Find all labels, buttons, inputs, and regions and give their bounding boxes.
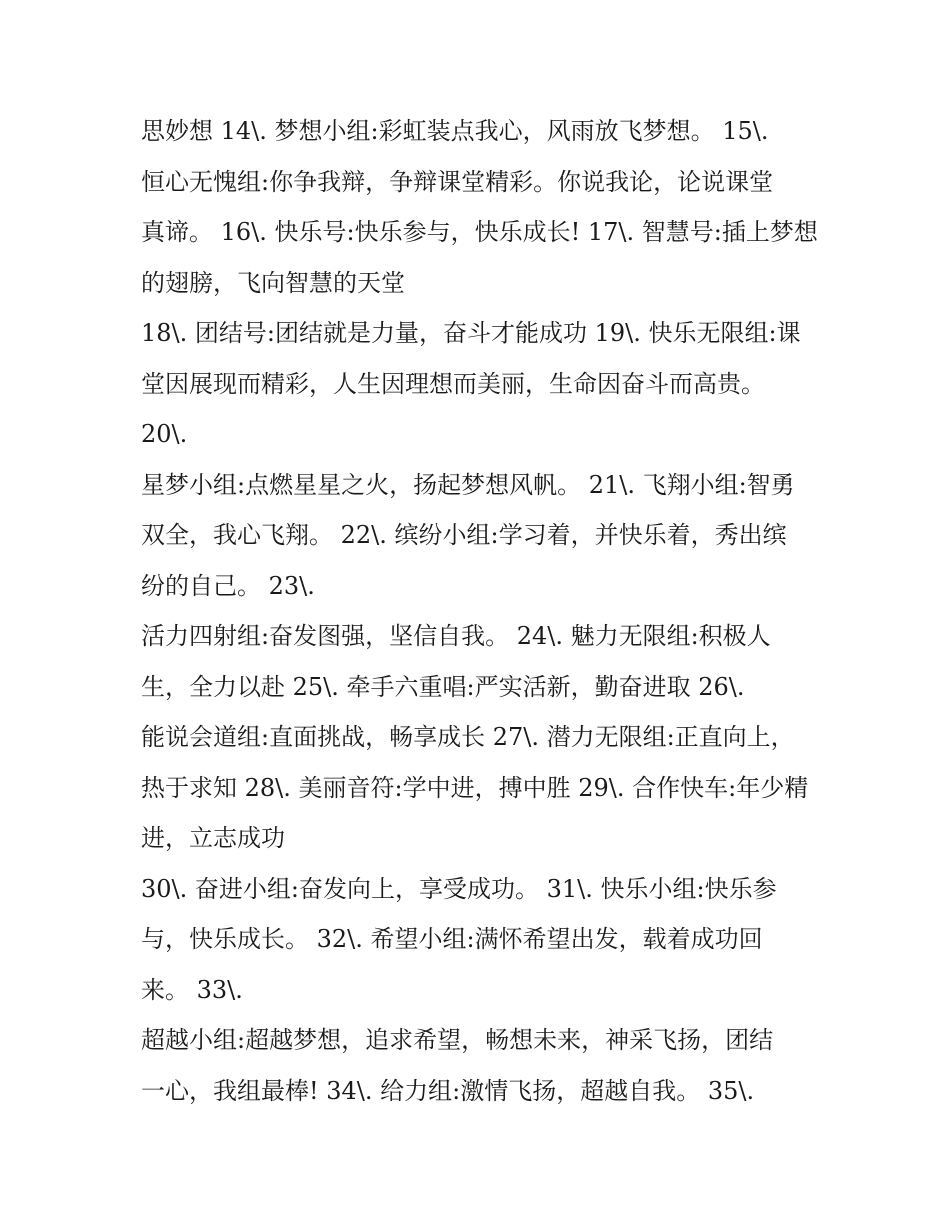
text-line: 恒心无愧组:你争我辩，争辩课堂精彩。你说我论，论说课堂 [141,167,774,196]
text-line: 来。 33\. [141,975,243,1004]
text-line: 生，全力以赴 25\. 牵手六重唱:严实活新，勤奋进取 26\. [141,672,745,701]
text-line: 真谛。 16\. 快乐号:快乐参与，快乐成长! 17\. 智慧号:插上梦想 [141,218,818,246]
text-line: 堂因展现而精彩，人生因理想而美丽，生命因奋斗而高贵。 [141,369,765,398]
text-line: 一心，我组最棒! 34\. 给力组:激情飞扬，超越自我。 35\. [141,1076,755,1105]
text-line: 星梦小组:点燃星星之火，扬起梦想风帆。 21\. 飞翔小组:智勇 [141,470,795,499]
document-body [141,106,841,1116]
text-line: 与，快乐成长。 32\. 希望小组:满怀希望出发，载着成功回 [141,925,763,953]
text-line: 进，立志成功 [141,824,285,852]
text-line: 思妙想 14\. 梦想小组:彩虹装点我心，风雨放飞梦想。 15\. [141,117,769,145]
text-line: 的翅膀，飞向智慧的天堂 [141,268,405,297]
text-line: 能说会道组:直面挑战，畅享成长 27\. 潜力无限组:正直向上， [141,723,795,751]
text-line: 30\. 奋进小组:奋发向上，享受成功。 31\. 快乐小组:快乐参 [141,874,777,903]
text-line: 双全，我心飞翔。 22\. 缤纷小组:学习着，并快乐着，秀出缤 [141,521,787,549]
text-line: 纷的自己。 23\. [141,571,315,600]
text-line: 超越小组:超越梦想，追求希望，畅想未来，神采飞扬，团结 [141,1026,774,1054]
text-line: 活力四射组:奋发图强，坚信自我。 24\. 魅力无限组:积极人 [141,622,771,650]
text-line: 20\. [141,420,188,448]
text-line: 18\. 团结号:团结就是力量，奋斗才能成功 19\. 快乐无限组:课 [141,319,801,347]
text-line: 热于求知 28\. 美丽音符:学中进，搏中胜 29\. 合作快车:年少精 [141,773,809,802]
